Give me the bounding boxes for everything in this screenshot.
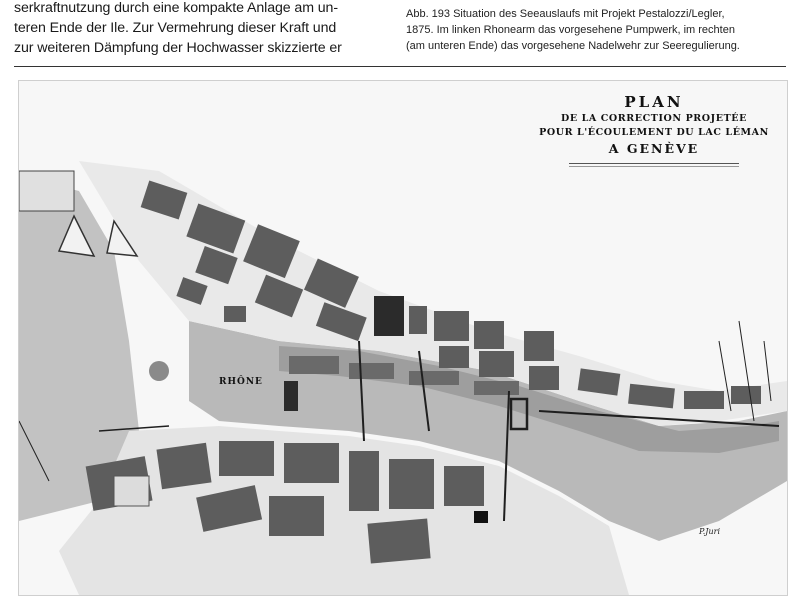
- body-text: [14, 0, 384, 58]
- map-title-line: A GENÈVE: [608, 141, 700, 156]
- map-signature: P.Juri: [699, 527, 721, 536]
- caption-line: Abb. 193 Situation des Seeauslaufs mit Projekt Pestalozzi/Legler,: [406, 8, 725, 20]
- figure-caption: [406, 6, 796, 54]
- body-text-line: teren Ende der Ile. Zur Vermehrung dieser Kraft und: [14, 20, 337, 36]
- caption-line: (am unteren Ende) das vorgesehene Nadelwehr zur Seeregulierung.: [406, 40, 740, 52]
- caption-line: 1875. Im linken Rhonearm das vorgesehene Pumpwerk, im rechten: [406, 24, 735, 36]
- body-text-line: serkraftnutzung durch eine kompakte Anlage am un-: [14, 0, 338, 16]
- body-text-line: zur weiteren Dämpfung der Hochwasser skizzierte er: [14, 40, 342, 56]
- river-label: RHÔNE: [219, 377, 263, 387]
- title-flourish: [569, 163, 739, 167]
- header-rule: [14, 66, 786, 67]
- map-title-line: POUR L'ÉCOULEMENT DU LAC LÉMAN: [539, 127, 769, 138]
- map-title: [519, 93, 788, 167]
- historical-map: [18, 80, 788, 596]
- map-title-line: PLAN: [624, 93, 684, 111]
- map-title-line: DE LA CORRECTION PROJETÉE: [561, 113, 747, 124]
